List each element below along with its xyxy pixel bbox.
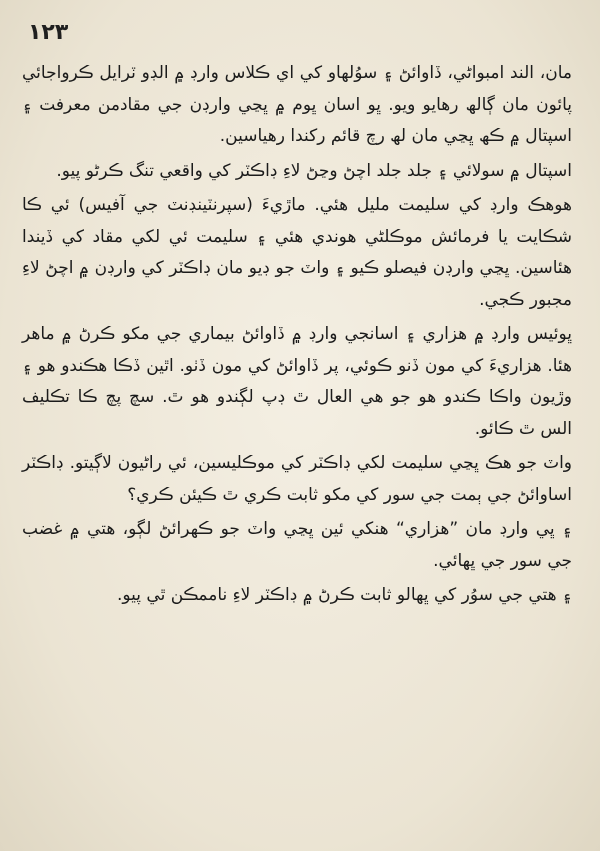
- paragraph-2: اسپتال ۾ سولائي ۽ جلد جلد اچڻ وڃڻ لاءِ ڊاڪٽر کي واقعي تنگ ڪرڻو پيو.: [56, 160, 572, 181]
- paragraph-5: واٽ جو ھڪ ڀڃي سليمت لکي ڊاڪٽر کي موڪليسين، ئي راڻيون لاڳيتو. ڊاڪٽر اساوائڻ جي ٻمت جي سور کي مکو ثابت ڪري ٿ ڪيئن ڪري؟: [22, 453, 572, 505]
- paragraph-6: ۽ ڀي وارڊ مان ”ھزاري“ ھنکي ئين ڀڃي واٽ جو ڪھرائڻ لڳو، ھتي ۾ غضب جي سور جي ڀھائي.: [22, 519, 572, 571]
- paragraph-1: مان، الند امبواڻي، ڏاوائڻ ۽ سوُلهاو کي اي ڪلاس وارڊ ۾ الڊو ٽرايل ڪرواجائي پائون مان ڳالھ رھايو ويو. ڀو اسان ڀوم ۾ ڀڃي وارڊن جي مقادمن معرفت ۽ اسپتال ۾ ڪھ ڀڃي مان لھ رچ قائم رکندا رھياسين.: [22, 63, 572, 146]
- paragraph-3: ھوھڪ وارڊ کي سليمت مليل ھئي. ماڙيءَ (سپرنٽينڊنٽ جي آفيس) ئي ڪا شڪايت يا فرمائش موڪلڻي ھوندي ھئي ۽ سليمت ئي لکي مقاد کي ڏيندا ھئاسين. ڀڃي وارڊن فيصلو ڪيو ۽ واٽ جو ڊيو مان ڊاڪٽر کي وارڊن ۾ اچڻ لاءِ مجبور ڪجي.: [22, 195, 572, 310]
- paragraph-7: ۽ ھتي جي سوُر کي ڀھالو ثابت ڪرڻ ۾ ڊاڪٽر لاءِ ناممڪن ٿي پيو.: [116, 585, 572, 605]
- page-body-text: [22, 58, 572, 615]
- paragraph-4: ڀوئيس وارڊ ۾ ھزاري ۽ اسانجي وارڊ ۾ ڏاوائڻ بيماري جي مکو ڪرڻ ۾ ماھر ھئا. ھزاريءَ کي مون ڏنو ڪوئي، پر ڏاوائڻ کي مون ڏٺو. اٿين ڏڪا ھڪندو ھو ۽ وڙيون واڪا ڪندو ھو جو ھي العال ٿ ڊپ لڳندو ھو ٿ. سچ پچ ڪا تڪليف الس ٿ ڪائو.: [22, 324, 572, 439]
- page-number: ١٢٣: [28, 20, 69, 45]
